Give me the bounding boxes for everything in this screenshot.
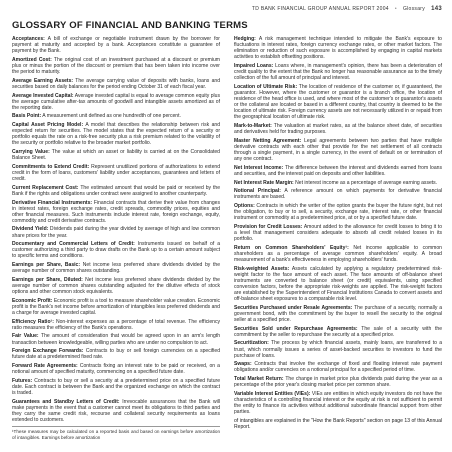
glossary-entry: [234, 138, 442, 162]
glossary-entry: [12, 277, 220, 295]
glossary-entry: [234, 63, 442, 81]
glossary-entry: [12, 200, 220, 224]
glossary-entry: [234, 326, 442, 338]
glossary-entry: [234, 340, 442, 358]
glossary-entry: [12, 262, 220, 274]
glossary-entry: [234, 245, 442, 263]
glossary-term: Notional Principal:: [234, 188, 281, 195]
glossary-term: Documentary and Commercial Letters of Credit:: [12, 241, 135, 248]
glossary-definition: Net interest income as a percentage of average earning assets.: [295, 179, 438, 186]
glossary-entry: [12, 164, 220, 182]
glossary-entry: [12, 241, 220, 259]
glossary-definition: The average carrying value of deposits with banks, loans and securities based on daily balances for the period ending October 31 of each fiscal year.: [12, 77, 220, 90]
glossary-term: Net Interest Rate Margin:: [234, 179, 294, 186]
glossary-entry: [12, 298, 220, 316]
glossary-definition: Net income less preferred share dividends divided by the average number of common shares outstanding adjusted for the dilutive effects of stock options and other common stock equivalents.: [12, 276, 220, 296]
glossary-entry: [12, 93, 220, 111]
glossary-definition: A measurement unit defined as one hundredth of one percent.: [42, 113, 181, 120]
footnote-continuation: of intangibles are explained in the "How the Bank Reports" section on page 13 of this Annual Report.: [234, 417, 442, 430]
glossary-definition: Dividends paid during the year divided by average of high and low common share prices for the year.: [12, 226, 220, 239]
glossary-definition: A reference amount on which payments for derivative financial instruments are based.: [234, 188, 442, 201]
glossary-term: Location of Ultimate Risk:: [234, 83, 298, 90]
glossary-term: Provision for Credit Losses:: [234, 223, 303, 230]
glossary-definition: A model that describes the relationship between risk and expected return for securities. The model states that the expected return of a security or portfolio equals the rate on a risk-free security plus a risk premium related to the volatility of the security or portfolio relative to the broader market portfolio.: [12, 122, 220, 147]
glossary-definition: Assets calculated by applying a regulatory predetermined risk-weight factor to the face amount of each asset. The face amounts of off-balance sheet instruments are converted to balance sheet (or credit) equivalents, using specified conversion factors, before the appropriate risk-weights are applied. The risk-weight factors are established by the Superintendent of Financial Institutions Canada to convert assets and off-balance sheet exposures to a comparable risk level.: [234, 265, 442, 303]
page-number: 143: [431, 6, 442, 12]
glossary-entry: [234, 203, 442, 221]
glossary-term: Average Earning Assets:: [12, 77, 74, 84]
glossary-term: Capital Asset Pricing Model:: [12, 122, 84, 129]
glossary-entry: [12, 78, 220, 90]
glossary-entry: [12, 226, 220, 238]
glossary-definition: The valuation at market rates, as at the balance sheet date, of securities and derivatives held for trading purposes.: [234, 123, 442, 136]
glossary-term: Amortized Cost:: [12, 56, 52, 63]
glossary-definition: The location of residence of the customer or, if guaranteed, the guarantor. However, where the customer or guarantor is a branch office, the location of residence of the head office is used, and where most of the customer's or guarantor's assets or the collateral are located or based in a different country, that country is deemed to be the location of ultimate risk. Foreign currency assets are not necessarily utilized in or repaid from the geographical location of ultimate risk.: [234, 83, 442, 121]
section-name: Glossary: [402, 6, 426, 12]
glossary-term: Securities Sold under Repurchase Agreements:: [234, 325, 358, 332]
glossary-entry: [12, 319, 220, 331]
glossary-term: Efficiency Ratio¹:: [12, 318, 54, 325]
glossary-definition: The sale of a security with the commitment by the seller to repurchase the security at a specified price.: [234, 325, 443, 338]
glossary-entry: [234, 36, 442, 60]
glossary-term: Current Replacement Cost:: [12, 184, 79, 191]
glossary-term: Derivative Financial Instruments:: [12, 199, 93, 206]
glossary-term: Dividend Yield:: [12, 226, 49, 233]
glossary-entry: [12, 149, 220, 161]
glossary-definition: A risk management technique intended to mitigate the Bank's exposure to fluctuations in interest rates, foreign currency exchange rates, or other market factors. The elimination or reduction of such exposure is accomplished by engaging in capital markets activities to establish offsetting positions.: [234, 36, 442, 61]
glossary-term: Mark-to-Market:: [234, 123, 272, 129]
glossary-entry: [234, 123, 442, 135]
glossary-term: Variable Interest Entities (VIEs):: [234, 390, 311, 397]
glossary-term: Commitments to Extend Credit:: [12, 163, 90, 170]
glossary-term: Securities Purchased under Resale Agreements:: [234, 304, 353, 311]
glossary-definition: Amount added to the allowance for credit losses to bring it to a level that management considers adequate to absorb all credit related losses in its portfolio.: [234, 223, 443, 243]
glossary-term: Impaired Loans:: [234, 62, 274, 69]
glossary-term: Earnings per Share, Basic:: [12, 262, 81, 269]
glossary-entry: [12, 113, 220, 119]
glossary-entry: [12, 378, 220, 396]
glossary-definition: The value at which an asset or liability is carried at on the Consolidated Balance Sheet.: [12, 149, 220, 162]
glossary-entry: [234, 188, 442, 200]
glossary-entry: [12, 57, 220, 75]
glossary-term: Foreign Exchange Forwards:: [12, 348, 84, 355]
glossary-definition: Contracts to buy or sell a security at a predetermined price on a specified future date. Each contract is between the Bank and the organized exchange on which the contract is traded.: [12, 377, 221, 396]
glossary-definition: Contracts in which the writer of the option grants the buyer the future right, but not the obligation, to buy or to sell, a security, exchange rate, interest rate, or other financial instrument or commodity at a predetermined price, at or by a specified future date.: [234, 203, 442, 222]
glossary-term: Fair Value:: [12, 333, 39, 340]
glossary-definition: The estimated amount that would be paid or received by the Bank if the rights and obligations under contract were assigned to another counterparty.: [12, 184, 221, 197]
glossary-term: Swaps:: [234, 361, 252, 368]
glossary-entry: [234, 376, 442, 388]
glossary-entry: [12, 399, 220, 423]
glossary-definition: Economic profit is a tool to measure shareholder value creation. Economic profit is the Bank's net income before amortization of intangibles less preferred dividends and a charge for average invested capital.: [12, 297, 220, 316]
glossary-definition: Contracts to buy or sell foreign currencies on a specified future date at a predetermined fixed rate.: [12, 348, 220, 361]
glossary-columns: [12, 36, 442, 440]
right-column: [234, 36, 442, 440]
glossary-entry: [234, 391, 442, 415]
glossary-definition: The amount of consideration that would be agreed upon in an arm's length transaction between knowledgeable, willing parties who are under no compulsion to act.: [12, 333, 221, 346]
glossary-term: Hedging:: [234, 36, 256, 42]
glossary-entry: [234, 361, 442, 373]
running-header: [252, 6, 442, 12]
glossary-definition: Loans where, in management's opinion, there has been a deterioration of credit quality to the extent that the Bank no longer has reasonable assurance as to the timely collection of the full amount of principal and interest.: [234, 62, 443, 82]
glossary-definition: Instruments issued on behalf of a customer authorizing a third party to draw drafts on the Bank up to a certain amount subject to specific terms and conditions.: [12, 241, 220, 260]
glossary-term: Forward Rate Agreements:: [12, 363, 78, 369]
glossary-entry: [12, 363, 220, 375]
glossary-definition: Contracts fixing an interest rate to be paid or received, on a notional amount of specified maturity, commencing on a specified future date.: [12, 363, 220, 376]
glossary-term: Risk-weighted Assets:: [234, 265, 290, 272]
glossary-entry: [12, 122, 220, 146]
glossary-entry: [234, 224, 442, 242]
header-separator: •: [394, 6, 397, 12]
glossary-definition: Irrevocable assurances that the Bank will make payments in the event that a customer cannot meet its obligations to third parties and they carry the same credit risk, recourse and collateral security requirements as loans extended to customers.: [12, 398, 220, 423]
glossary-term: Master Netting Agreement:: [234, 137, 302, 144]
glossary-entry: [234, 84, 442, 121]
glossary-definition: The original cost of an investment purchased at a discount or premium plus or minus the portion of the discount or premium that has been taken into income over the period to maturity.: [12, 56, 220, 76]
glossary-term: Total Market Return:: [234, 376, 284, 383]
glossary-term: Net Interest Income:: [234, 164, 284, 171]
glossary-term: Return on Common Shareholders' Equity¹:: [234, 244, 349, 251]
glossary-definition: Financial contracts that derive their value from changes in interest rates, foreign exchange rates, credit spreads, commodity prices, equities and other financial measures. Such instruments include interest rate, foreign exchange, equity, commodity and credit derivative contracts.: [12, 199, 221, 224]
glossary-definition: The change in market price plus dividends paid during the year as a percentage of the prior year's closing market price per common share.: [234, 376, 442, 389]
glossary-definition: Represent unutilized portions of authorizations to extend credit in the form of loans, customers' liability under acceptances, guarantees and letters of credit.: [12, 163, 220, 183]
glossary-definition: VIEs are entities in which equity investors do not have the characteristics of a controlling financial interest or the equity at risk is not sufficient to permit the entity to finance its activities without additional subordinate financial support from other parties.: [234, 390, 442, 416]
footnote: ¹These measures may be calculated on a reported basis and based on earnings before amortization of intangibles. Earnings before amortization: [12, 426, 220, 440]
glossary-definition: A bill of exchange or negotiable instrument drawn by the borrower for payment at maturity and accepted by a bank. Acceptances constitute a guarantee of payment by the Bank.: [12, 36, 220, 55]
glossary-term: Acceptances:: [12, 36, 45, 42]
report-name: TD BANK FINANCIAL GROUP ANNUAL REPORT 2004: [251, 6, 389, 12]
left-column: [12, 36, 220, 440]
glossary-definition: Net income less preferred share dividends divided by the average number of common shares outstanding.: [12, 262, 221, 275]
glossary-term: Average Invested Capital:: [12, 92, 74, 99]
glossary-term: Securitization:: [234, 340, 269, 347]
glossary-definition: Net income applicable to common shareholders as a percentage of average common shareholders' equity. A broad measurement of a bank's effectiveness in employing shareholders' funds.: [234, 244, 442, 263]
glossary-definition: Contracts that involve the exchange of fixed and floating interest rate payment obligations and/or currencies on a notional principal for a specified period of time.: [234, 361, 442, 374]
glossary-entry: [234, 180, 442, 186]
glossary-definition: The process by which financial assets, mainly loans, are transferred to a trust, which normally issues a series of asset-backed securities to investors to fund the purchase of loans.: [234, 340, 443, 359]
glossary-term: Carrying Value:: [12, 149, 50, 156]
glossary-entry: [12, 333, 220, 345]
glossary-term: Futures:: [12, 377, 33, 384]
glossary-entry: [234, 165, 442, 177]
glossary-entry: [234, 305, 442, 323]
glossary-entry: [12, 36, 220, 54]
glossary-entry: [12, 185, 220, 197]
glossary-term: Basis Point:: [12, 113, 42, 120]
glossary-definition: Non-interest expenses as a percentage of total revenue. The efficiency ratio measures the efficiency of the Bank's operations.: [12, 318, 220, 331]
glossary-definition: The difference between the interest and dividends earned from loans and securities, and the interest paid on deposits and other liabilities.: [234, 164, 442, 177]
page-title: GLOSSARY OF FINANCIAL AND BANKING TERMS: [12, 20, 248, 31]
glossary-term: Options:: [234, 203, 255, 209]
glossary-definition: Average invested capital is equal to average common equity plus the average cumulative after-tax amounts of goodwill and intangible assets amortized as of the reporting date.: [12, 92, 221, 111]
glossary-definition: Legal agreements between two parties that have multiple derivative contracts with each other that provide for the net settlement of all contracts through a single payment, in a single currency, in the event of default on or termination of any one contract.: [234, 137, 443, 163]
glossary-term: Earnings per Share, Diluted:: [12, 276, 83, 283]
glossary-term: Economic Profit:: [12, 297, 53, 304]
glossary-entry: [234, 266, 442, 303]
glossary-definition: The purchase of a security, normally a government bond, with the commitment by the buyer to resell the security to the original seller at a specified price.: [234, 304, 443, 323]
glossary-entry: [12, 348, 220, 360]
glossary-term: Guarantees and Standby Letters of Credit:: [12, 398, 120, 405]
